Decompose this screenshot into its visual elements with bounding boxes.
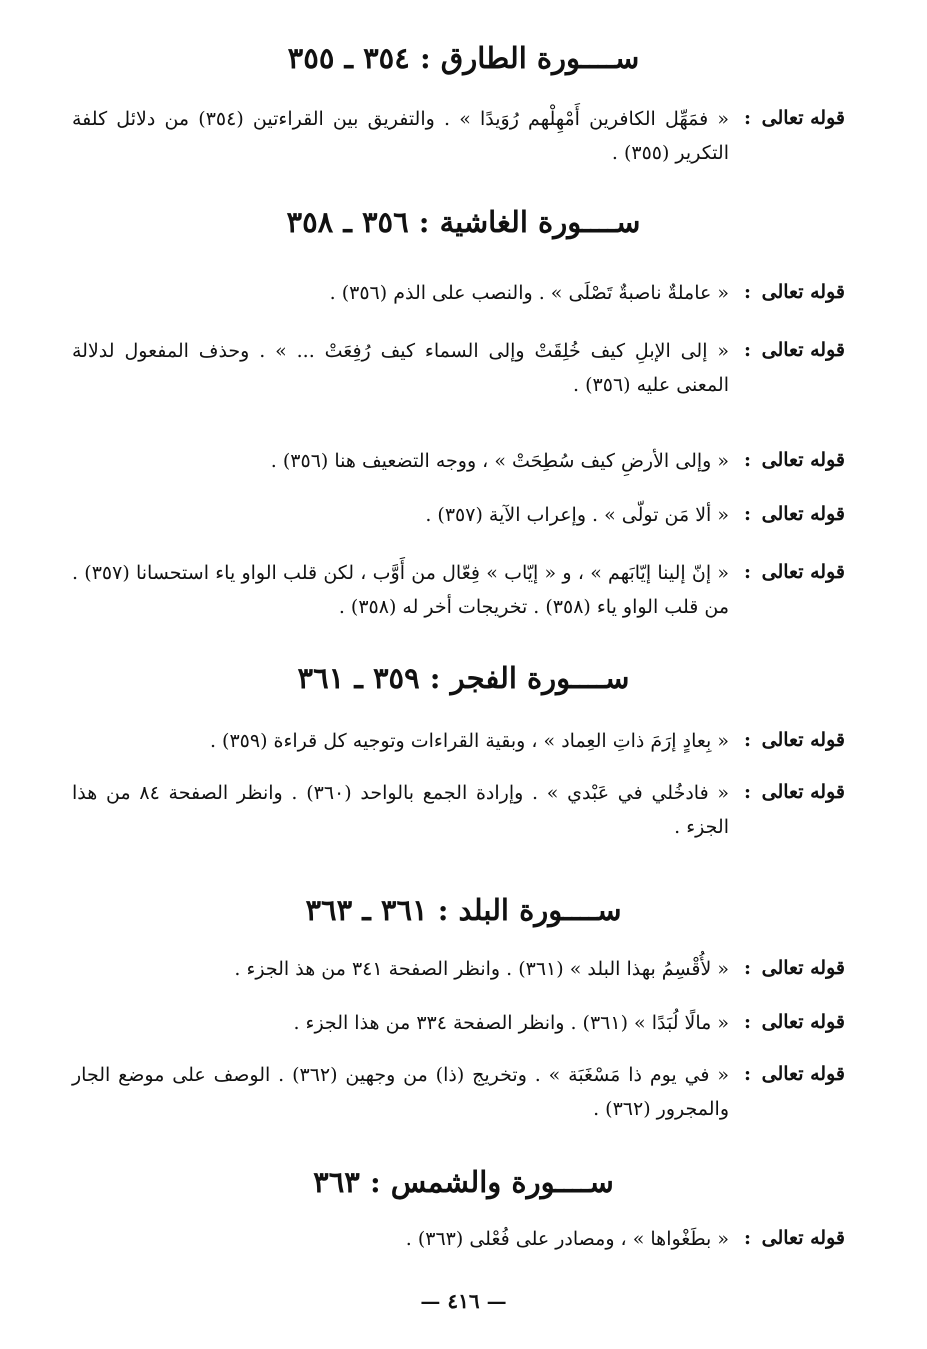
entry-text: « فمَهِّل الكافرين أَمْهِلْهم رُوَيدًا » . والتفريق بين القراءتين (٣٥٤) من دلائل كلفة التكرير (٣٥٥) . <box>72 108 729 164</box>
entry <box>0 102 927 170</box>
entry-text: « لأُقْسِمُ بهذا البلد » (٣٦١) . وانظر الصفحة ٣٤١ من هذ الجزء . <box>234 958 729 980</box>
entry-text: « بِعادٍ إرَمَ ذاتِ العِماد » ، وبقية القراءات وتوجيه كل قراءة (٣٥٩) . <box>209 730 729 752</box>
entry-label: قوله تعالى : <box>744 281 845 303</box>
entry-label: قوله تعالى : <box>744 729 845 751</box>
entry <box>0 498 927 532</box>
entry-label: قوله تعالى : <box>744 1227 845 1249</box>
entry <box>0 724 927 758</box>
entry-label: قوله تعالى : <box>744 957 845 979</box>
section-al-tariq <box>0 38 927 78</box>
entry <box>0 1058 927 1126</box>
entry <box>0 276 927 310</box>
entry <box>0 444 927 478</box>
section-al-balad <box>0 890 927 930</box>
entry-text: « إنّ إلينا إيّابَهم » ، و « إيّاب » فِعّال من أَوَّب ، لكن قلب الواو ياء استحسانا (٣٥٧) . من قلب الواو ياء (٣٥٨) . تخريجات أخر له (٣٥٨) . <box>72 562 729 618</box>
page-number: — ٤١٦ — <box>420 1289 507 1313</box>
entry-text: « إلى الإبلِ كيف خُلِقَتْ وإلى السماء كيف رُفِعَتْ ... » . وحذف المفعول لدلالة المعنى عليه (٣٥٦) . <box>72 340 729 396</box>
entry <box>0 556 927 624</box>
section-al-fajr <box>0 658 927 698</box>
entry <box>0 1222 927 1256</box>
entry-label: قوله تعالى : <box>744 1011 845 1033</box>
surah-title: ســــورة الغاشية : ٣٥٦ ـ ٣٥٨ <box>286 205 641 239</box>
entry-label: قوله تعالى : <box>744 449 845 471</box>
entry-label: قوله تعالى : <box>744 339 845 361</box>
entry-text: « بطَغْواها » ، ومصادر على فُعْلى (٣٦٣) . <box>405 1228 729 1250</box>
entry-label: قوله تعالى : <box>744 1063 845 1085</box>
surah-title: ســــورة والشمس : ٣٦٣ <box>313 1165 614 1199</box>
entry-text: « ألا مَن تولّى » . وإعراب الآية (٣٥٧) . <box>425 504 729 526</box>
entry <box>0 776 927 844</box>
entry <box>0 334 927 402</box>
entry-label: قوله تعالى : <box>744 503 845 525</box>
entry-text: « فادخُلي في عَبْدي » . وإرادة الجمع بالواحد (٣٦٠) . وانظر الصفحة ٨٤ من هذا الجزء . <box>72 782 730 838</box>
surah-title: ســــورة الفجر : ٣٥٩ ـ ٣٦١ <box>297 661 630 695</box>
surah-title: ســــورة البلد : ٣٦١ ـ ٣٦٣ <box>305 893 622 927</box>
surah-title: ســــورة الطارق : ٣٥٤ ـ ٣٥٥ <box>287 41 640 75</box>
entry-text: « وإلى الأرضِ كيف سُطِحَتْ » ، ووجه التضعيف هنا (٣٥٦) . <box>270 450 729 472</box>
entry <box>0 952 927 986</box>
section-al-ghashiya <box>0 202 927 242</box>
entry-label: قوله تعالى : <box>744 781 845 803</box>
entry-label: قوله تعالى : <box>744 107 845 129</box>
entry-text: « مالًا لُبَدًا » (٣٦١) . وانظر الصفحة ٣٣٤ من هذا الجزء . <box>293 1012 729 1034</box>
entry <box>0 1006 927 1040</box>
entry-text: « في يوم ذا مَسْغَبَة » . وتخريج (ذا) من وجهين (٣٦٢) . الوصف على موضع الجار والمجرور (٣٦٢) . <box>72 1064 729 1120</box>
entry-text: « عاملةٌ ناصبةٌ تَصْلَى » . والنصب على الذم (٣٥٦) . <box>329 282 729 304</box>
section-al-shams <box>0 1162 927 1202</box>
entry-label: قوله تعالى : <box>744 561 845 583</box>
